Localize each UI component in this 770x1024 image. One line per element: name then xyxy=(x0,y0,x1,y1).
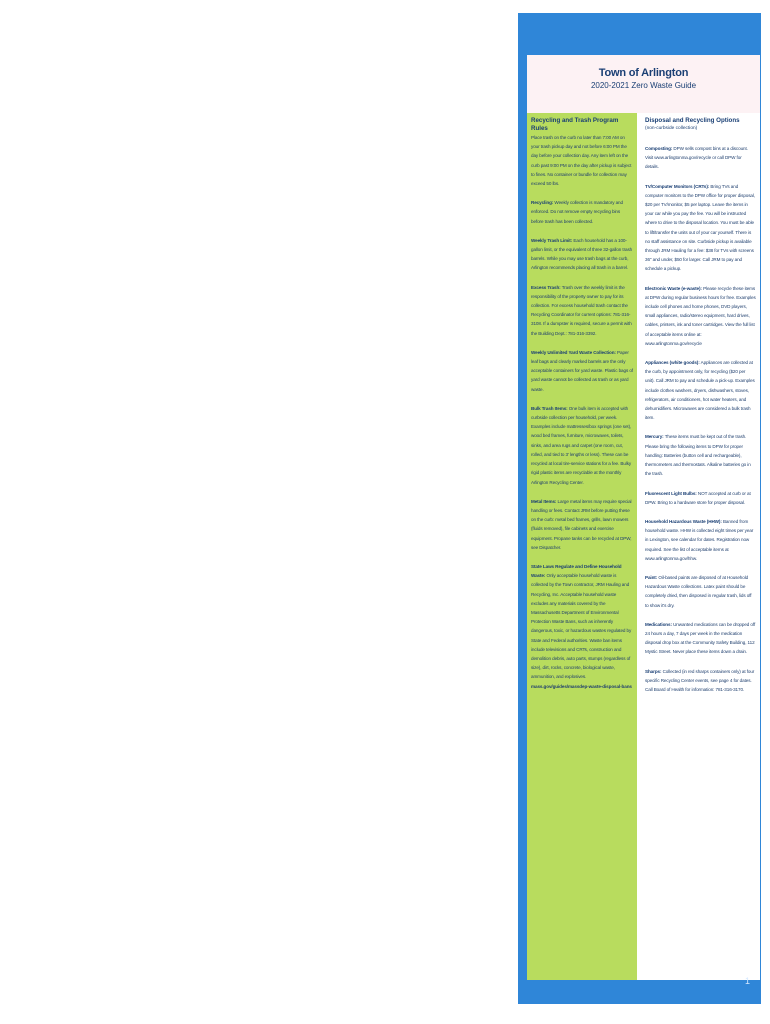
option-fluorescent-bulbs xyxy=(645,489,756,507)
page-title: Town of Arlington xyxy=(598,67,689,79)
page-number: 1 xyxy=(745,976,751,986)
rule-yard-waste xyxy=(531,348,633,394)
rules-intro-text: Place trash on the curb no later than 7:00 AM on your trash pickup day and not before 6:00 PM the day before your collection day. Any item left on the curb past 9:00 PM on the day after pickup is subject to fines. No container or bundle for collection may exceed 50 lbs. xyxy=(531,135,632,187)
disposal-heading: Disposal and Recycling Options xyxy=(645,117,740,124)
option-hhw xyxy=(645,517,756,563)
rule-text: Only acceptable household waste is collected by the Town contractor, JRM Hauling and Recycling, Inc. Acceptable household waste excludes any materials covered by the Massachusetts Department of Environmental Protection Waste Bans, such as inherently dangerous, toxic, or hazardous wastes regulated by State and Federal authorities. Waste ban items include televisions and CRTs, construction and demolition debris, auto parts, stumps (regardless of size), dirt, rocks, concrete, biological waste, ammunition, and explosives. xyxy=(531,573,632,680)
rule-excess-trash xyxy=(531,283,633,338)
option-label: Electronic Waste (e-waste): xyxy=(645,285,702,291)
option-e-waste xyxy=(645,284,756,348)
option-text: Bring TVs and computer monitors to the DPW office for proper disposal, $20 per TV/monitor, $5 per laptop. Leave the items in your car while you pay the fee. You will be instructed where to drive to the disposal location. You must be able to lift/transfer the units out of your car yourself. There is no staff assistance on site. Curbside pickup is available through JRM Hauling for a fee: $38 for TVs with screens 36" and under, $50 for larger. Call JRM to pay and schedule a pickup. xyxy=(645,183,755,272)
option-text: These items must be kept out of the trash. Please bring the following items to DPW for proper handling: Batteries (button cell and rechargeable), thermometers and thermostats. Alkaline batteries go in the trash. xyxy=(645,434,751,477)
rule-text: Each household has a 100-gallon limit, or the equivalent of three 32-gallon trash barrels. While you may use trash bags at the curb, Arlington recommends placing all trash in a barrel. xyxy=(531,237,633,271)
rule-label: Weekly Trash Limit: xyxy=(531,237,573,243)
rules-intro xyxy=(531,133,633,188)
option-paint xyxy=(645,573,756,610)
option-text: NOT accepted at curb or at DPW. Bring to a hardware store for proper disposal. xyxy=(645,490,751,505)
rule-label: Metal Items: xyxy=(531,498,557,504)
rule-weekly-trash-limit xyxy=(531,236,633,273)
rule-state-laws xyxy=(531,562,633,691)
recycling-rules-column xyxy=(527,113,637,980)
option-text: Please recycle these items at DPW during regular business hours for free. Examples include cell phones and home phones, DVD players, small appliances, radio/stereo equipment, hard drives, cables, printers, ink and toner cartridges. View the full list of acceptable items online at: www.arlingtonma.gov/recycle xyxy=(645,285,756,346)
rule-recycling xyxy=(531,198,633,226)
option-text: Appliances are collected at the curb, by appointment only, for recycling ($20 per unit). Call JRM to pay and schedule a pick-up. Examples include clothes washers, dryers, dishwashers, stoves, refrigerators, air conditioners, hot water heaters, and dehumidifiers. Microwaves are considered a bulk trash item. xyxy=(645,360,755,421)
option-label: Mercury: xyxy=(645,434,664,440)
option-appliances xyxy=(645,358,756,422)
rule-text: Trash over the weekly limit is the responsibility of the property owner to pay for its collection. For excess household trash contact the Recycling Coordinator for current options: 781-316-3108. If a dumpster is required, secure a permit with the Building Dept.: 781-316-3392. xyxy=(531,284,632,336)
rule-text: Paper leaf bags and clearly marked barrels are the only acceptable containers for yard waste. Plastic bags of yard waste cannot be collected as trash or as yard waste. xyxy=(531,349,633,392)
option-label: Fluorescent Light Bulbs: xyxy=(645,490,697,496)
option-text: Collected (in red sharps containers only) at four specific Recycling Center events, see page 4 for dates. Call Board of Health for information: 781-316-3170. xyxy=(645,668,755,692)
option-mercury xyxy=(645,432,756,478)
option-tv-monitors xyxy=(645,182,756,274)
rule-text: One bulk item is accepted with curbside collection per household, per week. Examples include mattresses/box springs (one set), wood bed frames, furniture, microwaves, toilets, sinks, and area rugs and carpet (one room, cut, rolled, and tied to 3' lengths or less). These can be recycled at local tire-service stations for a fee. Bulky rigid plastic items are recyclable at the monthly Arlington Recycling Center. xyxy=(531,405,632,485)
option-composting xyxy=(645,144,756,172)
guide-page xyxy=(527,55,760,980)
rule-label: Excess Trash: xyxy=(531,284,561,290)
option-text: Unwanted medications can be dropped off 24 hours a day, 7 days per week in the medication disposal drop box at the Community Safety Building, 112 Mystic Street. Never place these items down a drain. xyxy=(645,621,756,655)
rule-label: Weekly Unlimited Yard Waste Collection: xyxy=(531,349,616,355)
rules-heading: Recycling and Trash Program Rules xyxy=(531,117,619,132)
disposal-subheading: (non-curbside collection) xyxy=(645,126,698,131)
option-text: Oil-based paints are disposed of at Household Hazardous Waste collections. Latex paint should be completely dried, then disposed in regular trash, lids off to show it's dry. xyxy=(645,574,752,608)
disposal-options-column xyxy=(641,113,760,980)
option-label: TV/Computer Monitors (CRTs): xyxy=(645,183,710,189)
rule-bulk-trash xyxy=(531,404,633,487)
option-medications xyxy=(645,620,756,657)
rule-label: Recycling: xyxy=(531,200,554,206)
option-label: Sharps: xyxy=(645,668,662,674)
option-label: Paint: xyxy=(645,574,658,580)
page-subtitle: 2020-2021 Zero Waste Guide xyxy=(590,81,697,90)
option-label: Composting: xyxy=(645,146,673,151)
waste-bans-link[interactable]: mass.gov/guides/massdep-waste-disposal-bans xyxy=(531,683,632,689)
rule-text: Weekly collection is mandatory and enforced. Do not remove empty recycling bins before trash has been collected. xyxy=(531,200,623,224)
option-label: Appliances (white goods): xyxy=(645,360,700,366)
rule-text: Large metal items may require special handling or fees. Contact JRM before putting these on the curb: metal bed frames, grills, lawn mowers (fluids removed), file cabinets and exercise equipment. Propane tanks can be recycled at DPW, see Dispatcher. xyxy=(531,498,632,550)
option-sharps xyxy=(645,667,756,695)
rule-label: State Laws Regulate and Define Household Waste: xyxy=(531,563,622,579)
option-text: Banned from household waste. HHW is collected eight times per year in Lexington, see calendar for dates. Registration now required. See the list of acceptable items at www.arlingtonma.gov/hhw. xyxy=(645,518,754,561)
rule-label: Bulk Trash Items: xyxy=(531,405,568,411)
page-header xyxy=(527,55,760,113)
option-text: DPW sells compost bins at a discount. Visit www.arlingtonma.gov/recycle or call DPW for details. xyxy=(645,146,748,170)
option-label: Medications: xyxy=(645,621,672,627)
option-label: Household Hazardous Waste (HHW): xyxy=(645,518,722,524)
rule-metal-items xyxy=(531,497,633,552)
